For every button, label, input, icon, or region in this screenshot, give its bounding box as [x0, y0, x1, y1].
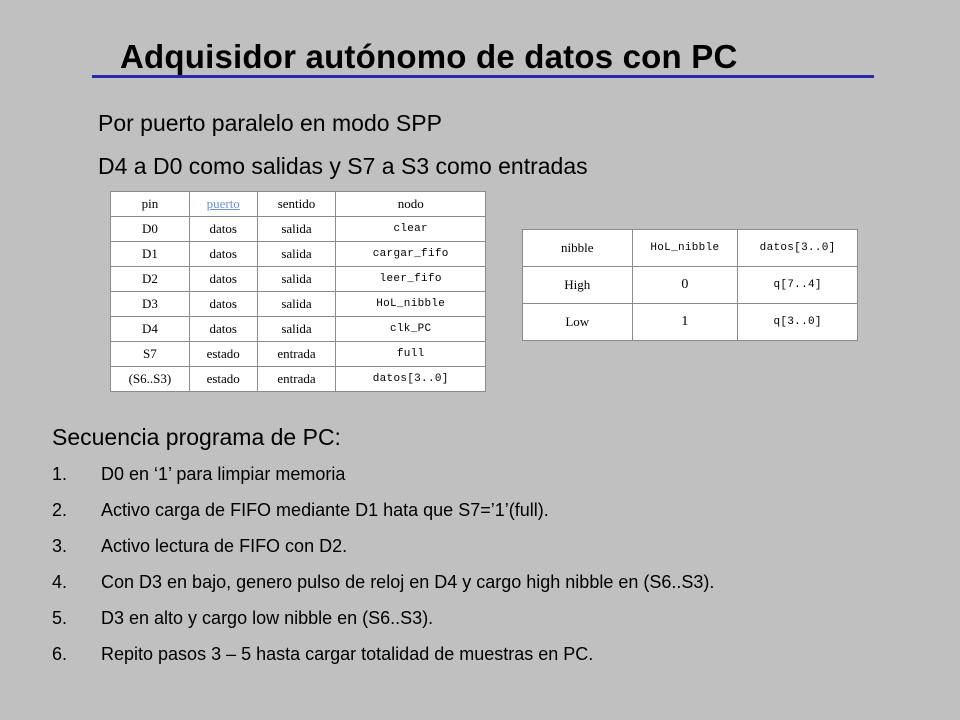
datos-cell: q[3..0]	[738, 304, 858, 341]
puerto-cell: datos	[189, 267, 257, 292]
sentido-cell: salida	[257, 317, 336, 342]
sentido-cell: salida	[257, 292, 336, 317]
pin-cell: (S6..S3)	[111, 367, 190, 392]
step-number: 2.	[52, 500, 68, 520]
table-row	[523, 267, 858, 304]
list-item	[52, 460, 714, 496]
nodo-cell: HoL_nibble	[336, 292, 486, 317]
title-underline	[92, 75, 874, 78]
table-row	[111, 242, 486, 267]
table-row	[111, 367, 486, 392]
step-number: 4.	[52, 572, 68, 592]
pin-table-header-pin: pin	[111, 192, 190, 217]
table-row	[111, 292, 486, 317]
sentido-cell: salida	[257, 242, 336, 267]
pin-cell: D4	[111, 317, 190, 342]
pin-table-header-nodo: nodo	[336, 192, 486, 217]
sequence-title: Secuencia programa de PC:	[52, 424, 341, 450]
sentido-cell: entrada	[257, 367, 336, 392]
hol-cell: 1	[632, 304, 738, 341]
nibble-cell: Low	[523, 304, 633, 341]
step-text: Activo carga de FIFO mediante D1 hata que S7=’1’(full).	[101, 500, 549, 520]
puerto-cell: datos	[189, 242, 257, 267]
nodo-cell: leer_fifo	[336, 267, 486, 292]
table-row	[111, 342, 486, 367]
sentido-cell: salida	[257, 267, 336, 292]
sequence-steps	[52, 460, 714, 676]
step-text: Activo lectura de FIFO con D2.	[101, 536, 348, 556]
step-number: 5.	[52, 608, 68, 628]
puerto-cell: estado	[189, 342, 257, 367]
table-row	[111, 267, 486, 292]
list-item	[52, 640, 714, 676]
datos-cell: q[7..4]	[738, 267, 858, 304]
nibble-cell: High	[523, 267, 633, 304]
pin-table-header-puerto-link[interactable]: puerto	[189, 192, 257, 217]
nibble-table-header-datos: datos[3..0]	[738, 230, 858, 267]
table-row	[523, 304, 858, 341]
pin-table	[110, 191, 486, 392]
nodo-cell: clear	[336, 217, 486, 242]
nodo-cell: cargar_fifo	[336, 242, 486, 267]
subtitle-line-1: Por puerto paralelo en modo SPP	[98, 110, 442, 136]
step-text: D3 en alto y cargo low nibble en (S6..S3).	[101, 608, 434, 628]
nibble-table-header-hol: HoL_nibble	[632, 230, 738, 267]
step-number: 1.	[52, 464, 68, 484]
pin-cell: S7	[111, 342, 190, 367]
list-item	[52, 496, 714, 532]
nodo-cell: clk_PC	[336, 317, 486, 342]
list-item	[52, 532, 714, 568]
nodo-cell: full	[336, 342, 486, 367]
step-number: 3.	[52, 536, 68, 556]
puerto-cell: datos	[189, 317, 257, 342]
step-text: Repito pasos 3 – 5 hasta cargar totalidad de muestras en PC.	[101, 644, 594, 664]
table-row	[111, 217, 486, 242]
nibble-table-header-row	[523, 230, 858, 267]
sentido-cell: salida	[257, 217, 336, 242]
subtitle-line-2: D4 a D0 como salidas y S7 a S3 como entradas	[98, 153, 588, 179]
slide-title: Adquisidor autónomo de datos con PC	[120, 38, 738, 75]
sentido-cell: entrada	[257, 342, 336, 367]
list-item	[52, 568, 714, 604]
step-number: 6.	[52, 644, 68, 664]
nibble-table	[522, 229, 858, 341]
list-item	[52, 604, 714, 640]
pin-table-header-row	[111, 192, 486, 217]
table-row	[111, 317, 486, 342]
pin-cell: D2	[111, 267, 190, 292]
step-text: Con D3 en bajo, genero pulso de reloj en D4 y cargo high nibble en (S6..S3).	[101, 572, 715, 592]
nibble-table-header-nibble: nibble	[523, 230, 633, 267]
hol-cell: 0	[632, 267, 738, 304]
step-text: D0 en ‘1’ para limpiar memoria	[101, 464, 346, 484]
puerto-cell: datos	[189, 217, 257, 242]
pin-cell: D1	[111, 242, 190, 267]
pin-cell: D3	[111, 292, 190, 317]
puerto-cell: datos	[189, 292, 257, 317]
puerto-cell: estado	[189, 367, 257, 392]
pin-cell: D0	[111, 217, 190, 242]
pin-table-header-sentido: sentido	[257, 192, 336, 217]
nodo-cell: datos[3..0]	[336, 367, 486, 392]
